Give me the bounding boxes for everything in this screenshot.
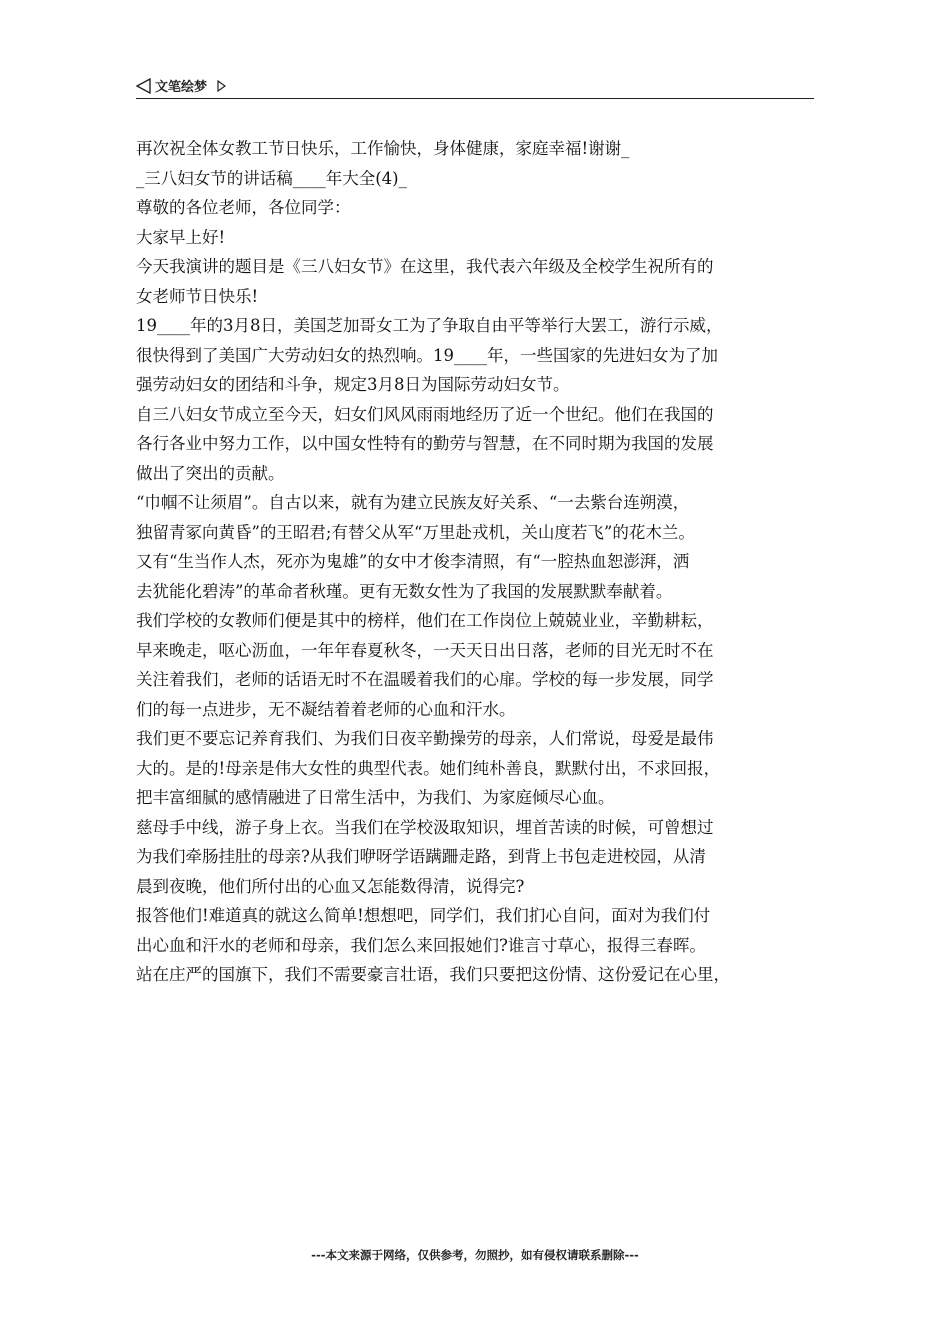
text-line: 早来晚走，呕心沥血，一年年春夏秋冬，一天天日出日落，老师的目光无时不在 — [136, 640, 714, 660]
text-line: 我们更不要忘记养育我们、为我们日夜辛勤操劳的母亲，人们常说，母爱是最伟 — [136, 729, 714, 748]
text-line: 自三八妇女节成立至今天，妇女们风风雨雨地经历了近一个世纪。他们在我国的 — [136, 404, 714, 424]
text-line: 各行各业中努力工作，以中国女性特有的勤劳与智慧，在不同时期为我国的发展 — [136, 434, 714, 453]
text-line: 关注着我们，老师的话语无时不在温暖着我们的心扉。学校的每一步发展，同学 — [136, 670, 714, 689]
text-line: 晨到夜晚，他们所付出的心血又怎能数得清，说得完? — [136, 876, 525, 896]
brand — [136, 76, 226, 95]
document-body — [136, 134, 816, 990]
text-line: 大的。是的!母亲是伟大女性的典型代表。她们纯朴善良，默默付出，不求回报， — [136, 758, 721, 778]
text-line: 很快得到了美国广大劳动妇女的热烈响。19____年，一些国家的先进妇女为了加 — [136, 345, 718, 365]
text-line: 把丰富细腻的感情融进了日常生活中，为我们、为家庭倾尽心血。 — [136, 788, 615, 807]
text-line: 报答他们!难道真的就这么简单!想想吧，同学们，我们扪心自问，面对为我们付 — [136, 906, 711, 925]
text-line: 慈母手中线，游子身上衣。当我们在学校汲取知识，埋首苦读的时候，可曾想过 — [136, 817, 714, 837]
text-line: 再次祝全体女教工节日快乐，工作愉快，身体健康，家庭幸福!谢谢_ — [136, 139, 630, 158]
text-line: 我们学校的女教师们便是其中的榜样，他们在工作岗位上兢兢业业，辛勤耕耘， — [136, 611, 714, 630]
text-line: 们的每一点进步，无不凝结着着老师的心血和汗水。 — [136, 699, 516, 719]
text-line: 尊敬的各位老师，各位同学： — [136, 198, 351, 217]
page-header — [136, 72, 814, 99]
text-line: 又有“生当作人杰，死亦为鬼雄”的女中才俊李清照，有“一腔热血恕澎湃，洒 — [136, 552, 690, 571]
brand-name: 文笔绘梦 — [155, 80, 208, 95]
left-triangle-icon — [136, 78, 151, 94]
body-text — [136, 134, 816, 990]
text-line: “巾帼不让须眉”。自古以来，就有为建立民族友好关系、“一去紫台连朔漠， — [136, 493, 690, 512]
right-triangle-icon — [217, 80, 226, 92]
footer-notice: ---本文来源于网络，仅供参考，勿照抄，如有侵权请联系删除--- — [311, 1248, 639, 1262]
text-line: 强劳动妇女的团结和斗争，规定3月8日为国际劳动妇女节。 — [136, 375, 570, 394]
text-line: 大家早上好! — [136, 227, 226, 247]
text-line: _三八妇女节的讲话稿____年大全(4)_ — [136, 168, 407, 188]
text-line: 去犹能化碧涛”的革命者秋瑾。更有无数女性为了我国的发展默默奉献着。 — [136, 581, 673, 601]
text-line: 为我们牵肠挂肚的母亲?从我们咿呀学语蹒跚走路，到背上书包走进校园，从清 — [136, 847, 706, 866]
text-line: 女老师节日快乐! — [136, 286, 259, 306]
text-line: 站在庄严的国旗下，我们不需要豪言壮语，我们只要把这份情、这份爱记在心里， — [136, 965, 730, 984]
text-line: 今天我演讲的题目是《三八妇女节》在这里，我代表六年级及全校学生祝所有的 — [136, 257, 714, 276]
text-line: 做出了突出的贡献。 — [136, 463, 285, 483]
text-line: 出心血和汗水的老师和母亲，我们怎么来回报她们?谁言寸草心，报得三春晖。 — [136, 935, 706, 955]
text-line: 独留青冢向黄昏”的王昭君;有替父从军“万里赴戎机，关山度若飞”的花木兰。 — [136, 522, 695, 542]
text-line: 19____年的3月8日，美国芝加哥女工为了争取自由平等举行大罢工，游行示威， — [136, 316, 723, 335]
